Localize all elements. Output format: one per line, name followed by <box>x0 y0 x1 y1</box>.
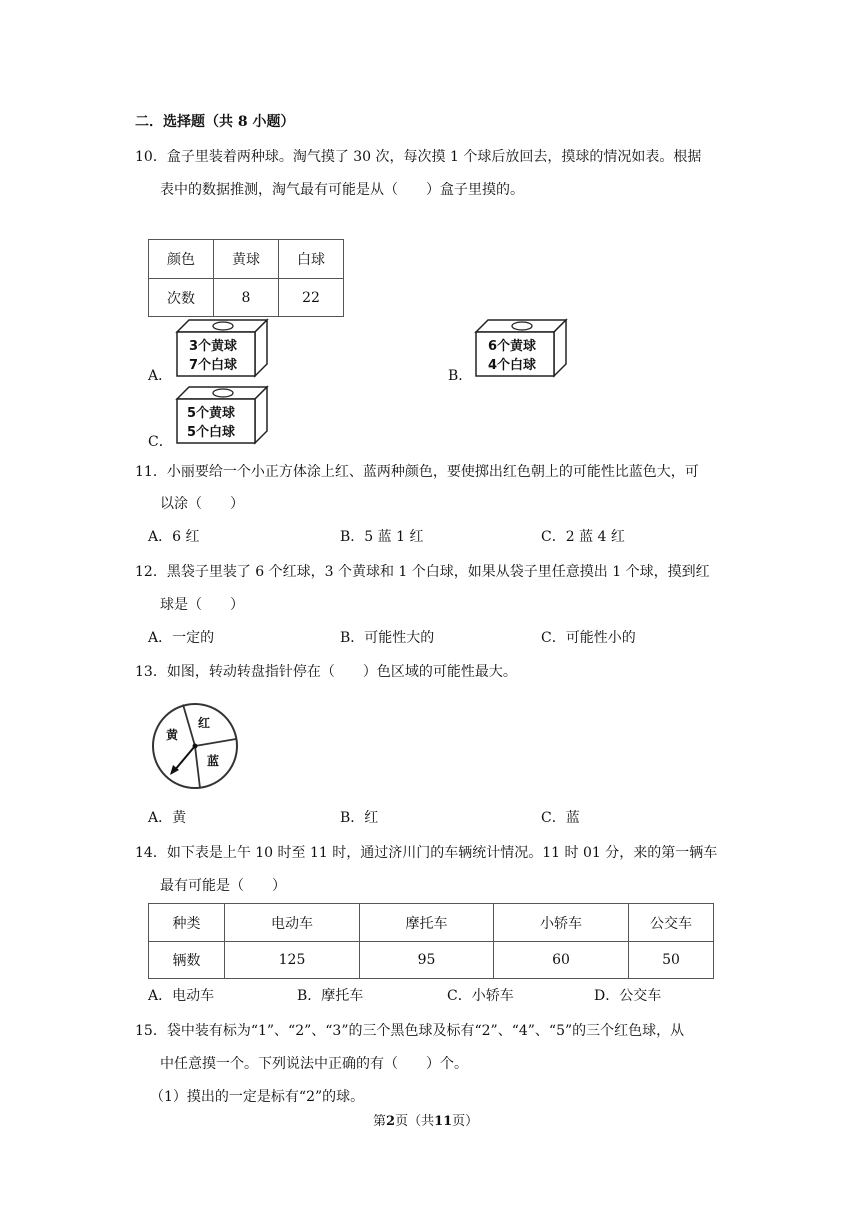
q14-header-ebike: 电动车 <box>225 904 360 942</box>
q14-header-motorcycle: 摩托车 <box>360 904 494 942</box>
q14-option-c: C．小轿车 <box>447 988 514 1004</box>
q14-option-b: B．摩托车 <box>297 988 364 1004</box>
q10-row-label: 次数 <box>149 279 214 317</box>
q10-option-a-label: A． <box>148 368 173 384</box>
q14-option-d: D．公交车 <box>594 988 662 1004</box>
q14-header-bus: 公交车 <box>629 904 714 942</box>
q13-option-c: C．蓝 <box>541 810 580 826</box>
footer-page-number: 2 <box>386 1114 396 1129</box>
q13-line1: 13．如图，转动转盘指针停在（ ）色区域的可能性最大。 <box>135 664 517 680</box>
q10-box-c-illustration <box>175 385 270 445</box>
q11-option-b: B．5 蓝 1 红 <box>340 529 424 545</box>
q13-option-b: B．红 <box>340 810 379 826</box>
q10-line1: 10．盒子里装着两种球。淘气摸了 30 次，每次摸 1 个球后放回去，摸球的情况如表。根据 <box>135 149 702 165</box>
q13-option-a: A．黄 <box>148 810 187 826</box>
box-b-text1: 6个黄球 <box>488 339 537 354</box>
spinner-label-red: 红 <box>198 716 211 730</box>
q14-header-car: 小轿车 <box>494 904 629 942</box>
q14-ebike-count: 125 <box>225 942 360 979</box>
box-c-hole <box>213 389 233 397</box>
q10-header-color: 颜色 <box>149 240 214 279</box>
q13-spinner <box>150 701 240 791</box>
footer-prefix: 第 <box>373 1114 387 1129</box>
q14-row-label: 辆数 <box>149 942 225 979</box>
q10-header-white: 白球 <box>279 240 344 279</box>
q14-line1: 14．如下表是上午 10 时至 11 时，通过济川门的车辆统计情况。11 时 01 分，来的第一辆车 <box>135 845 718 861</box>
q10-table <box>148 239 344 317</box>
q10-white-count: 22 <box>279 279 344 317</box>
spinner-label-yellow: 黄 <box>166 728 179 742</box>
q14-car-count: 60 <box>494 942 629 979</box>
q11-option-a: A．6 红 <box>148 529 200 545</box>
q14-line2: 最有可能是（ ） <box>160 878 286 894</box>
q14-motorcycle-count: 95 <box>360 942 494 979</box>
q14-header-type: 种类 <box>149 904 225 942</box>
q10-header-yellow: 黄球 <box>214 240 279 279</box>
q10-line2: 表中的数据推测，淘气最有可能是从（ ）盒子里摸的。 <box>160 182 524 198</box>
q10-yellow-count: 8 <box>214 279 279 317</box>
footer-mid: 页（共 <box>395 1114 435 1129</box>
box-a-text2: 7个白球 <box>189 358 238 373</box>
box-a-hole <box>213 322 233 330</box>
q10-option-c-label: C． <box>148 434 173 450</box>
q11-line2: 以涂（ ） <box>160 496 244 512</box>
box-c-text2: 5个白球 <box>187 425 236 440</box>
q10-box-a-illustration <box>175 318 270 378</box>
section-title: 二．选择题（共 8 小题） <box>135 114 295 130</box>
q14-table <box>148 903 714 979</box>
footer-suffix: 页） <box>452 1114 479 1129</box>
page-footer <box>373 1112 478 1132</box>
spinner-label-blue: 蓝 <box>207 754 220 768</box>
box-a-text1: 3个黄球 <box>189 339 238 354</box>
q10-box-b-illustration <box>474 318 569 378</box>
q14-bus-count: 50 <box>629 942 714 979</box>
q14-option-a: A．电动车 <box>148 988 215 1004</box>
q15-sub1: （1）摸出的一定是标有“2”的球。 <box>150 1089 365 1105</box>
q12-option-c: C．可能性小的 <box>541 630 636 646</box>
q15-line2: 中任意摸一个。下列说法中正确的有（ ）个。 <box>160 1056 468 1072</box>
box-b-hole <box>512 322 532 330</box>
q12-line2: 球是（ ） <box>160 597 244 613</box>
q10-option-b-label: B． <box>448 368 473 384</box>
q12-line1: 12．黑袋子里装了 6 个红球，3 个黄球和 1 个白球，如果从袋子里任意摸出 1 个球，摸到红 <box>135 564 710 580</box>
q12-option-b: B．可能性大的 <box>340 630 435 646</box>
box-b-text2: 4个白球 <box>488 358 537 373</box>
spinner-center <box>193 744 198 749</box>
q12-option-a: A．一定的 <box>148 630 215 646</box>
q11-option-c: C．2 蓝 4 红 <box>541 529 625 545</box>
box-c-text1: 5个黄球 <box>187 406 236 421</box>
q15-line1: 15．袋中装有标为“1”、“2”、“3”的三个黑色球及标有“2”、“4”、“5”的三个红色球，从 <box>135 1023 685 1039</box>
footer-total-pages: 11 <box>434 1114 453 1129</box>
q11-line1: 11．小丽要给一个小正方体涂上红、蓝两种颜色，要使掷出红色朝上的可能性比蓝色大，可 <box>135 464 699 480</box>
